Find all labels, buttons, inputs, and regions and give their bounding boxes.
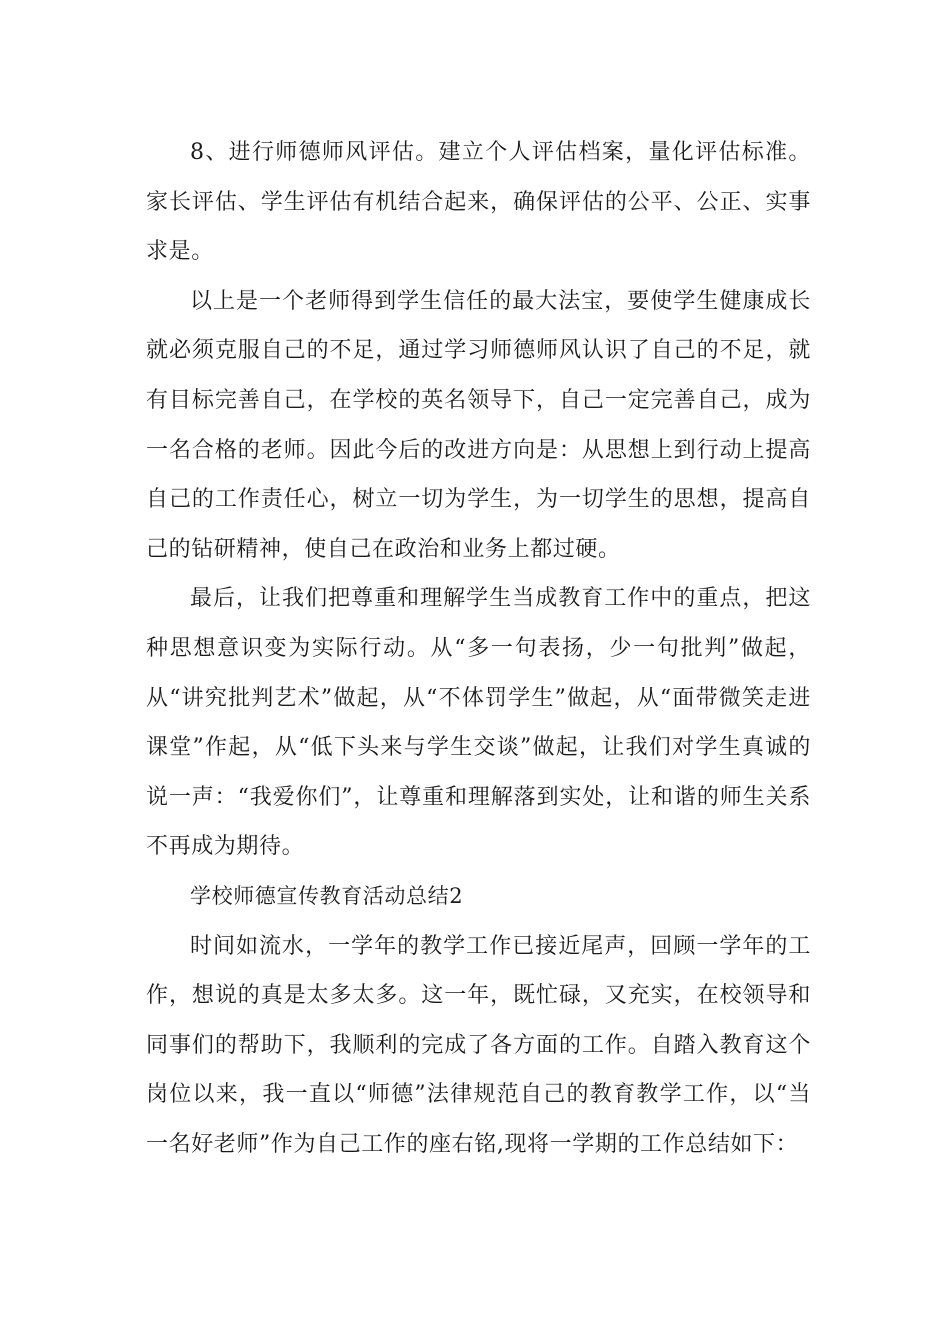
document-page: [146, 128, 811, 1169]
paragraph-summary-intro: 时间如流水，一学年的教学工作已接近尾声，回顾一学年的工作，想说的真是太多太多。这一年，既忙碌，又充实，在校领导和同事们的帮助下，我顺利的完成了各方面的工作。自踏入教育这个岗位以来，我一直以“师德”法律规范自己的教育教学工作，以“当一名好老师”作为自己工作的座右铭,现将一学期的工作总结如下：: [146, 933, 811, 1157]
paragraph-evaluation: 8、进行师德师风评估。建立个人评估档案，量化评估标准。家长评估、学生评估有机结合起来，确保评估的公平、公正、实事求是。: [146, 140, 811, 265]
paragraph-improvement: 以上是一个老师得到学生信任的最大法宝，要使学生健康成长就必须克服自己的不足，通过学习师德师风认识了自己的不足，就有目标完善自己，在学校的英名领导下，自己一定完善自己，成为一名合格的老师。因此今后的改进方向是：从思想上到行动上提高自己的工作责任心，树立一切为学生，为一切学生的思想，提高自己的钻研精神，使自己在政治和业务上都过硬。: [146, 288, 811, 562]
section-heading: 学校师德宣传教育活动总结2: [190, 883, 464, 908]
paragraph-conclusion: 最后，让我们把尊重和理解学生当成教育工作中的重点，把这种思想意识变为实际行动。从“多一句表扬，少一句批判”做起，从“讲究批判艺术”做起，从“不体罚学生”做起，从“面带微笑走进课堂”作起，从“低下头来与学生交谈”做起，让我们对学生真诚的说一声：“我爱你们”，让尊重和理解落到实处，让和谐的师生关系不再成为期待。: [146, 586, 811, 860]
